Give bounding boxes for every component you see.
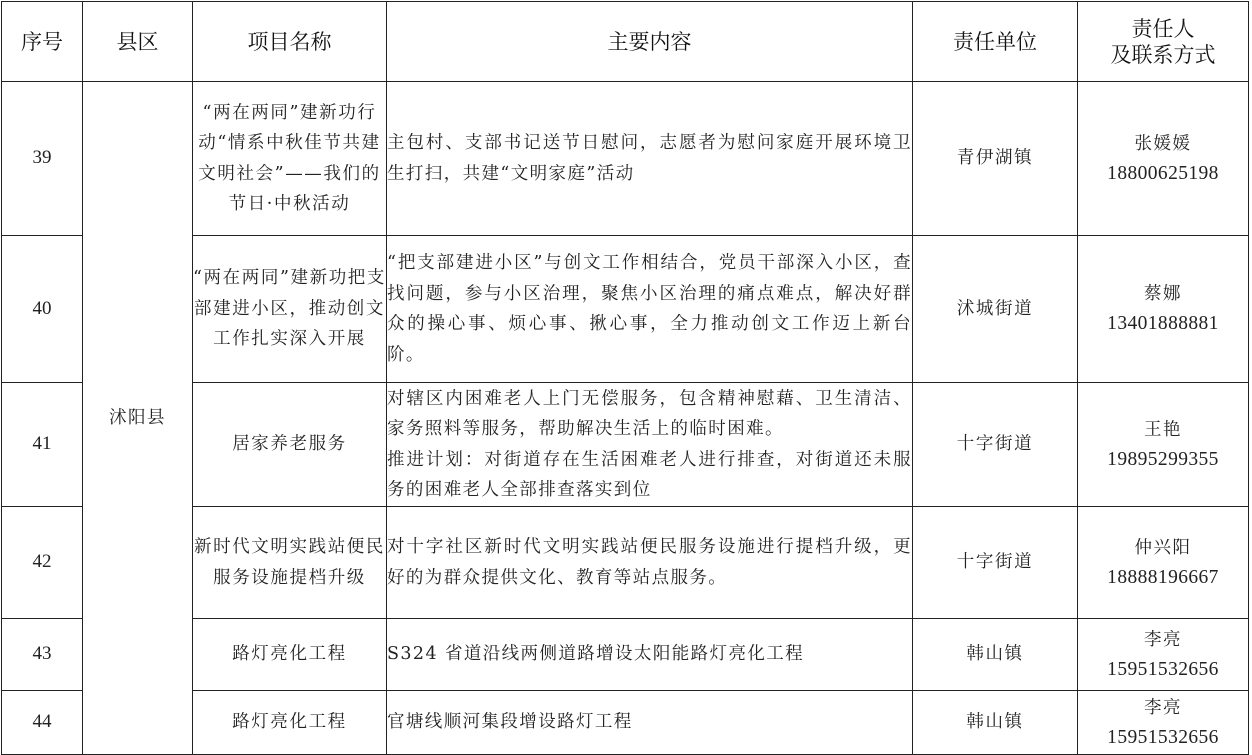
project-name: “两在两同”建新功把支部建进小区，推动创文工作扎实深入开展 (193, 236, 387, 383)
header-person-line2: 及联系方式 (1110, 42, 1216, 67)
row-number: 43 (2, 619, 83, 691)
project-name: 路灯亮化工程 (193, 691, 387, 755)
row-number: 41 (2, 383, 83, 507)
person-phone: 18888196667 (1107, 566, 1219, 588)
header-content: 主要内容 (387, 2, 913, 82)
content-paragraph: 官塘线顺河集段增设路灯工程 (387, 712, 633, 733)
responsible-person (1078, 383, 1249, 507)
row-number: 44 (2, 691, 83, 755)
header-county: 县区 (83, 2, 193, 82)
project-name: 路灯亮化工程 (193, 619, 387, 691)
responsible-person (1078, 691, 1249, 755)
content-paragraph: 推进计划：对街道存在生活困难老人进行排查，对街道还未服务的困难老人全部排查落实到位 (387, 449, 912, 500)
project-name: 新时代文明实践站便民服务设施提档升级 (193, 507, 387, 619)
responsible-person (1078, 236, 1249, 383)
project-content (387, 507, 913, 619)
person-phone: 19895299355 (1107, 448, 1219, 470)
project-content (387, 383, 913, 507)
table-row (2, 82, 1249, 236)
content-paragraph: “把支部建进小区”与创文工作相结合，党员干部深入小区，查找问题，参与小区治理，聚焦小区治理的痛点难点，解决好群众的操心事、烦心事、揪心事，全力推动创文工作迈上新台阶。 (387, 253, 912, 365)
header-no: 序号 (2, 2, 83, 82)
project-content (387, 691, 913, 755)
person-phone: 18800625198 (1107, 162, 1219, 184)
row-number: 42 (2, 507, 83, 619)
person-name: 蔡娜 (1144, 284, 1182, 304)
person-name: 王艳 (1144, 419, 1182, 440)
project-name: 居家养老服务 (193, 383, 387, 507)
header-project: 项目名称 (193, 2, 387, 82)
person-phone: 13401888881 (1107, 313, 1219, 334)
person-name: 李亮 (1144, 629, 1182, 650)
project-content (387, 236, 913, 383)
project-name: “两在两同”建新功行动“情系中秋佳节共建文明社会”——我们的节日·中秋活动 (193, 82, 387, 236)
header-person (1078, 2, 1249, 82)
person-name: 仲兴阳 (1134, 537, 1192, 558)
row-number: 39 (2, 82, 83, 236)
content-paragraph: 对辖区内困难老人上门无偿服务，包含精神慰藉、卫生清洁、家务照料等服务，帮助解决生活上的临时困难。 (387, 388, 912, 439)
person-phone: 15951532656 (1107, 726, 1219, 748)
content-paragraph: 主包村、支部书记送节日慰问，志愿者为慰问家庭开展环境卫生打扫，共建“文明家庭”活动 (387, 133, 912, 184)
responsible-unit: 韩山镇 (913, 619, 1078, 691)
project-content (387, 82, 913, 236)
responsible-unit: 十字街道 (913, 383, 1078, 507)
project-content (387, 619, 913, 691)
row-number: 40 (2, 236, 83, 383)
responsible-unit: 青伊湖镇 (913, 82, 1078, 236)
responsible-unit: 沭城街道 (913, 236, 1078, 383)
responsible-unit: 十字街道 (913, 507, 1078, 619)
content-paragraph: S324 省道沿线两侧道路增设太阳能路灯亮化工程 (387, 644, 805, 665)
header-person-line1: 责任人 (1131, 16, 1195, 41)
responsible-person (1078, 507, 1249, 619)
county-cell: 沭阳县 (83, 82, 193, 755)
person-name: 张媛媛 (1134, 133, 1192, 154)
person-phone: 15951532656 (1107, 658, 1219, 680)
header-row (2, 2, 1249, 82)
project-table (1, 1, 1249, 755)
content-paragraph: 对十字社区新时代文明实践站便民服务设施进行提档升级，更好的为群众提供文化、教育等站点服务。 (387, 537, 912, 588)
person-name: 李亮 (1144, 697, 1182, 718)
responsible-person (1078, 82, 1249, 236)
header-unit: 责任单位 (913, 2, 1078, 82)
responsible-person (1078, 619, 1249, 691)
responsible-unit: 韩山镇 (913, 691, 1078, 755)
